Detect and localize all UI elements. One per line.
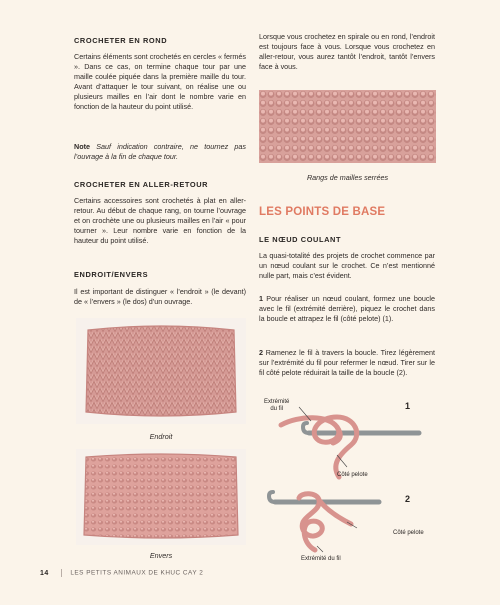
step-2-paragraph xyxy=(259,348,435,378)
caption-rangs: Rangs de mailles serrées xyxy=(306,173,389,182)
note-paragraph xyxy=(74,142,246,162)
step-2-text: Ramenez le fil à travers la boucle. Tirez légèrement sur l’extrémité du fil pour refermer le nœud. Tirer sur le fil côté pelote réduirait la taille de la boucle (2). xyxy=(259,348,435,378)
photo-endroit xyxy=(76,318,246,424)
section-title-points-de-base: LES POINTS DE BASE xyxy=(259,206,386,218)
figure-1-label-pelote: Côté pelote xyxy=(337,472,368,478)
heading-noeud-coulant: LE NŒUD COULANT xyxy=(259,235,342,244)
figure-1-slip-knot xyxy=(259,395,439,485)
photo-envers xyxy=(76,449,246,545)
note-text: Sauf indication contraire, ne tournez pas l’ouvrage à la fin de chaque tour. xyxy=(74,142,247,162)
paragraph-spirale: Lorsque vous crochetez en spirale ou en rond, l’endroit est toujours face à vous. Lorsque vous crochetez en aller-retour, vous aurez tantôt l’endroit, tantôt l’envers face à vous. xyxy=(259,32,435,72)
heading-aller-retour: CROCHETER EN ALLER-RETOUR xyxy=(74,180,209,189)
paragraph-en-rond: Certains éléments sont crochetés en cercles « fermés ». Dans ce cas, on termine chaque tour par une maille coulée piquée dans la première maille du tour. Avant d’attaquer le tour suivant, on réalise une ou plusieurs mailles en l’air dont le nombre varie en fonction de la hauteur du point utilisé. xyxy=(74,52,246,112)
paragraph-noeud-coulant: La quasi-totalité des projets de crochet commence par un nœud coulant sur le crochet. Ce n’est mentionné nulle part, mais c’est évident. xyxy=(259,251,435,281)
step-2-number: 2 xyxy=(259,348,263,357)
figure-1-number: 1 xyxy=(405,401,411,411)
photo-rangs-mailles-serrees xyxy=(259,90,436,163)
step-1-number: 1 xyxy=(259,294,263,303)
figure-1-label-extremite-line2: du fil xyxy=(270,406,284,412)
book-title: LES PETITS ANIMAUX DE KHUC CAY 2 xyxy=(70,569,204,577)
caption-envers: Envers xyxy=(149,551,173,560)
page-number: 14 xyxy=(40,569,49,577)
caption-endroit: Endroit xyxy=(149,432,173,441)
heading-crocheter-en-rond: CROCHETER EN ROND xyxy=(74,36,168,45)
paragraph-endroit-envers: Il est important de distinguer « l’endroit » (le devant) de « l’envers » (le dos) d’un ouvrage. xyxy=(74,287,246,307)
figure-1-label-extremite-line1: Extrémité xyxy=(264,399,290,405)
step-1-paragraph xyxy=(259,294,435,324)
paragraph-aller-retour: Certains accessoires sont crochetés à plat en aller-retour. Au début de chaque rang, on tourne l’ouvrage et on crochète une ou plusieurs mailles en l’air « pour tourner ». Leur nombre varie en fonction de la hauteur du point utilisé. xyxy=(74,196,246,246)
figure-1-label-extremite xyxy=(264,399,289,413)
figure-2-number: 2 xyxy=(405,494,411,504)
figure-2-label-extremite: Extrémité du fil xyxy=(301,556,341,562)
figure-2-label-pelote: Côté pelote xyxy=(393,530,424,536)
heading-endroit-envers: ENDROIT/ENVERS xyxy=(74,270,149,279)
page-footer xyxy=(40,569,203,577)
figure-2-slip-knot xyxy=(259,488,439,566)
step-1-text: Pour réaliser un nœud coulant, formez une boucle avec le fil (extrémité derrière), piquez le crochet dans la boucle et attrapez le fil (côté pelote) (1). xyxy=(259,294,436,324)
note-label: Note xyxy=(74,142,90,151)
footer-divider xyxy=(61,569,62,577)
